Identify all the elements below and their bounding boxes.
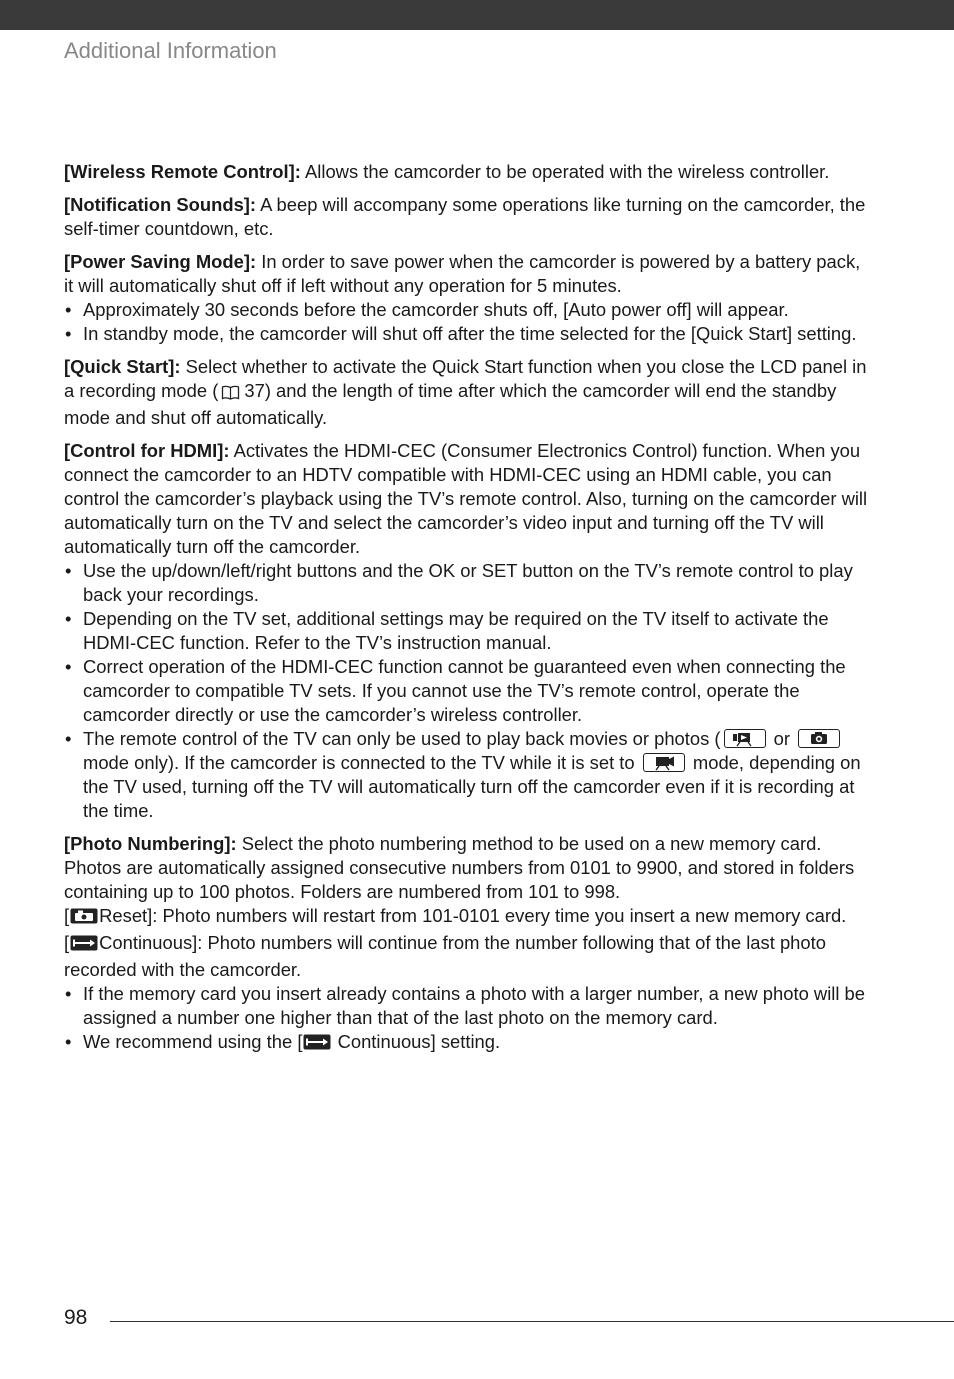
- entry-notification-sounds: [64, 193, 870, 241]
- page-content: [64, 160, 870, 1066]
- entry-wireless-remote: [64, 160, 870, 184]
- play-movie-mode-icon: [724, 729, 766, 748]
- numbering-reset-icon: [70, 907, 98, 931]
- entry-text: Allows the camcorder to be operated with the wireless controller.: [305, 161, 830, 182]
- list-item: [64, 1030, 870, 1057]
- bullet-list: [64, 559, 870, 823]
- entry-paragraph: [64, 250, 870, 298]
- numbering-continuous-icon: [70, 934, 98, 958]
- entry-control-hdmi: [64, 439, 870, 823]
- bullet-list: [64, 298, 870, 346]
- list-item-text: We recommend using the [: [83, 1031, 303, 1052]
- option-reset: [64, 904, 870, 931]
- list-item: • If the memory card you insert already contains a photo with a larger number, a new photo will be assigned a number one higher than that of the last photo on the memory card.: [64, 982, 870, 1030]
- list-item: • Depending on the TV set, additional settings may be required on the TV itself to activate the HDMI-CEC function. Refer to the TV’s instruction manual.: [64, 607, 870, 655]
- entry-text: Select whether to activate the Quick Start function when you close the LCD panel in a recording mode (: [64, 356, 867, 401]
- list-item: • Correct operation of the HDMI-CEC function cannot be guaranteed even when connecting the camcorder to compatible TV sets. If you cannot use the TV’s remote control, operate the camcorder directly or use the camcorder’s wireless controller.: [64, 655, 870, 727]
- list-item: [64, 727, 870, 823]
- record-movie-mode-icon: [643, 753, 685, 772]
- entry-text: In order to save power when the camcorder is powered by a battery pack, it will automatically shut off if left without any operation for 5 minutes.: [64, 251, 861, 296]
- entry-term: [Control for HDMI]:: [64, 440, 230, 461]
- entry-text: Select the photo numbering method to be used on a new memory card. Photos are automatically assigned consecutive numbers from 0101 to 9900, and stored in folders containing up to 100 photos. Folders are numbered from 101 to 998.: [64, 833, 855, 902]
- bracket-text: [: [64, 932, 70, 953]
- list-item-text: or: [773, 728, 791, 749]
- entry-term: [Power Saving Mode]:: [64, 251, 257, 272]
- bullet-list: [64, 982, 870, 1057]
- list-item-text: mode only). If the camcorder is connected to the TV while it is set to: [83, 752, 635, 773]
- photo-mode-icon: [798, 729, 840, 748]
- list-item: • Use the up/down/left/right buttons and the OK or SET button on the TV’s remote control to play back your recordings.: [64, 559, 870, 607]
- entry-term: [Wireless Remote Control]:: [64, 161, 301, 182]
- entry-term: [Photo Numbering]:: [64, 833, 237, 854]
- entry-paragraph: [64, 832, 870, 904]
- bracket-text: [: [64, 905, 70, 926]
- option-text: Reset]: Photo numbers will restart from 101-0101 every time you insert a new memory card.: [99, 905, 847, 926]
- list-item-text: mode, depending on the TV used, turning off the TV will automatically turn off the camcorder even if it is recording at the time.: [83, 752, 861, 821]
- entry-text: ) and the length of time after which the camcorder will end the standby mode and shut off automatically.: [64, 380, 837, 428]
- entry-term: [Notification Sounds]:: [64, 194, 257, 215]
- entry-quick-start: [64, 355, 870, 430]
- entry-text: A beep will accompany some operations like turning on the camcorder, the self-timer countdown, etc.: [64, 194, 866, 239]
- entry-power-saving: [64, 250, 870, 346]
- page-reference: 37: [244, 380, 265, 401]
- section-title: Additional Information: [64, 38, 277, 63]
- footer-rule: [110, 1321, 954, 1322]
- page-number: 98: [64, 1306, 88, 1329]
- option-continuous: [64, 931, 870, 982]
- entry-paragraph: [64, 439, 870, 559]
- option-text: Continuous]: Photo numbers will continue from the number following that of the last photo recorded with the camcorder.: [64, 932, 826, 980]
- entry-photo-numbering: [64, 832, 870, 1057]
- list-item-text: Continuous] setting.: [337, 1031, 501, 1052]
- list-item: • In standby mode, the camcorder will shut off after the time selected for the [Quick Start] setting.: [64, 322, 870, 346]
- list-item: • Approximately 30 seconds before the camcorder shuts off, [Auto power off] will appear.: [64, 298, 870, 322]
- list-item-text: The remote control of the TV can only be used to play back movies or photos (: [83, 728, 721, 749]
- header-bar: [0, 0, 954, 30]
- entry-text: Activates the HDMI-CEC (Consumer Electronics Control) function. When you connect the camcorder to an HDTV compatible with HDMI-CEC using an HDMI cable, you can control the camcorder’s playback using the TV’s remote control. Also, turning on the camcorder will automatically turn on the TV and select the camcorder’s video input and turning off the TV will automatically turn off the camcorder.: [64, 440, 868, 557]
- book-icon: [221, 382, 240, 406]
- numbering-continuous-icon: [303, 1033, 331, 1057]
- entry-term: [Quick Start]:: [64, 356, 181, 377]
